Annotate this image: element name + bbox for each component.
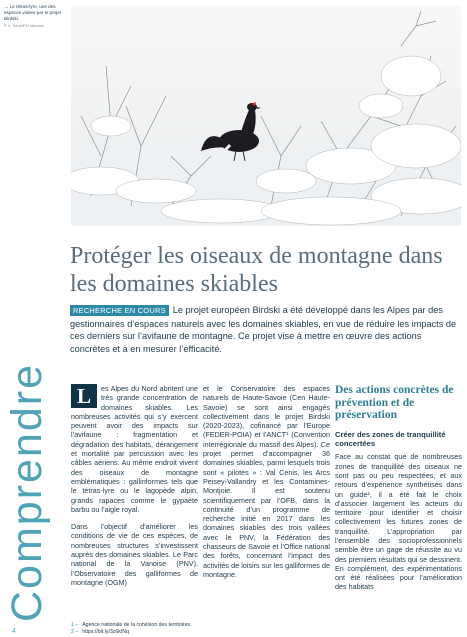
column-2 bbox=[203, 384, 330, 587]
footnote-2: 2 – https://bit.ly/3z6kINq bbox=[71, 628, 129, 635]
subsection-heading: Créer des zones de tranquillité concertées bbox=[335, 429, 446, 448]
col1-paragraph-1: es Alpes du Nord abritent une très grande concentration de domaines skiables. Les nombreuses activités qui s’y exercent peuvent avoir des impacts sur l’avifaune : fragmentation et dégradation des habitats, dérangement et mortalité par percussion avec les câbles aériens. Au même endroit vivent des oiseaux de montagne emblématiques : gallinformes tels que le tétras-lyre ou le lagopède alpin, grands rapaces comme le gypaète barbu ou l’aigle royal. bbox=[71, 384, 198, 514]
photo-black-grouse-in-snow bbox=[71, 6, 461, 226]
col2-paragraph-1: et le Conservatoire des espaces naturels de Haute-Savoie (Cen Haute-Savoie) se sont ainsi engagés collectivement dans le projet Birdski (2020-2023), cofinancé par l’Europe (FEDER-POIA) et l’ANCT¹ (Convention interrégionale du massif des Alpes). Ce projet permet d’accompagner 36 domaines skiables, parmi lesquels trois sont « pilotes » : Val Cenis, les Arcs Peisey-Vallandry et les Contamines-Montjoie. Il est soutenu scientifiquement par l’OFB, dans la continuité d’un programme de recherche initié en 2017 dans les domaines skiables des trois vallées avec le PNV, la Fédération des chasseurs de Savoie et l’Office national des forêts, concernant l’impact des activités de loisirs sur les galliformes de montagne. bbox=[203, 384, 330, 579]
page-number: 4 bbox=[12, 628, 16, 635]
drop-cap: L bbox=[71, 384, 97, 408]
lead-text: Le projet européen Birdski a été développé dans les Alpes par des gestionnaires d’espaces naturels avec les domaines skiables, en vue de réduire les impacts de ces derniers sur l’avifaune de montagne. Ce projet vise à mettre en œuvre des actions concrètes et à en mesurer l’efficacité. bbox=[70, 305, 457, 354]
col1-paragraph-2: Dans l’objectif d’améliorer les conditions de vie de ces espèces, de nombreuses structures s’investissent auprès des domaines skiables. Le Parc national de la Vanoise (PNV), l’Observatoire des galliformes de montagne (OGM) bbox=[71, 522, 198, 587]
article-title: Protéger les oiseaux de montagne dans les domaines skiables bbox=[70, 243, 443, 297]
section-label-vertical: Comprendre bbox=[3, 363, 51, 622]
caption-text: → Le tétras-lyre, une des espèces visées par le projet Birdski. bbox=[4, 4, 61, 21]
footnotes bbox=[71, 622, 192, 635]
column-1 bbox=[71, 384, 198, 595]
col3-paragraph-1: Face au constat que de nombreuses zones de tranquillité des oiseaux ne sont pas ou peu respectées, et aux retours d’expérience synthétisés dans un guide², il a été fait le choix d’associer largement les acteurs du territoire pour identifier et choisir collectivement les futures zones de tranquillité. L’appropriation par l’ensemble des socioprofessionnels semble être un gage de réussite au vu des premiers résultats qui se dessinent. En complément, des expérimentations ont été réalisées pour l’amélioration des habitats bbox=[335, 452, 462, 592]
article-lead bbox=[70, 304, 462, 355]
photo-caption bbox=[4, 4, 64, 29]
footnote-1: 1 – Agence nationale de la cohésion des territoires. bbox=[71, 622, 192, 628]
snow-scene-illustration bbox=[71, 6, 461, 226]
caption-credit: © V. Séné/PN Vanoise bbox=[4, 23, 44, 28]
research-badge: RECHERCHE EN COURS bbox=[70, 305, 169, 316]
column-3 bbox=[335, 384, 462, 600]
section-heading: Des actions concrètes de prévention et de préservation bbox=[335, 384, 454, 421]
